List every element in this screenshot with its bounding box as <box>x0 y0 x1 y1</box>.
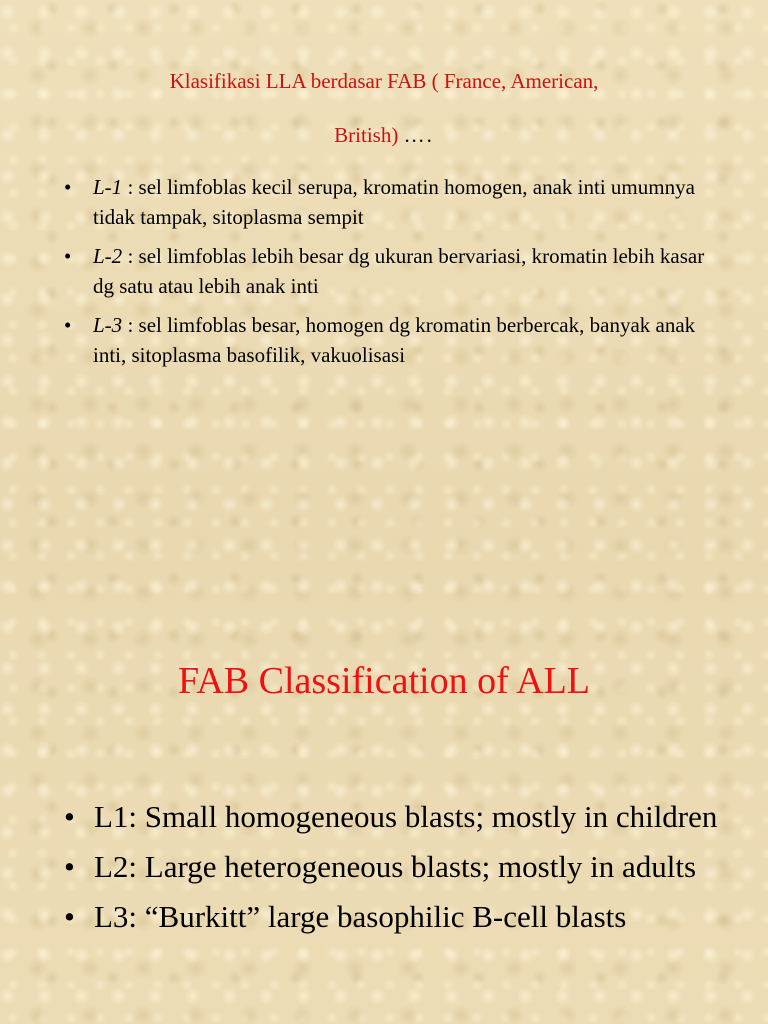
slide-title-indonesian <box>60 54 708 162</box>
bullet-icon: • <box>64 313 72 337</box>
slide-title-english: FAB Classification of ALL <box>178 660 590 702</box>
title-ellipsis: …. <box>403 123 434 147</box>
bullet-term: L-2 <box>93 244 123 268</box>
bullet-list-indonesian <box>64 172 714 379</box>
title-line-1: Klasifikasi LLA berdasar FAB ( France, American, <box>169 69 599 93</box>
bullet-text: L2: Large heterogeneous blasts; mostly in adults <box>94 849 697 884</box>
bullet-icon: • <box>64 899 75 934</box>
bullet-icon: • <box>64 175 72 199</box>
bullet-text: L1: Small homogeneous blasts; mostly in children <box>94 799 718 834</box>
bullet-term: L-1 <box>93 175 123 199</box>
list-item <box>64 797 724 837</box>
bullet-icon: • <box>64 849 75 884</box>
bullet-text: L3: “Burkitt” large basophilic B-cell blasts <box>94 899 627 934</box>
bullet-icon: • <box>64 799 75 834</box>
title-line-2: British) <box>334 123 399 147</box>
list-item <box>64 897 724 937</box>
bullet-text: : sel limfoblas kecil serupa, kromatin homogen, anak inti umumnya tidak tampak, sitoplasma sempit <box>93 175 695 229</box>
bullet-icon: • <box>64 244 72 268</box>
bullet-text: : sel limfoblas besar, homogen dg kromatin berbercak, banyak anak inti, sitoplasma basofilik, vakuolisasi <box>93 313 696 367</box>
bullet-term: L-3 <box>93 313 123 337</box>
bullet-text: : sel limfoblas lebih besar dg ukuran bervariasi, kromatin lebih kasar dg satu atau lebih anak inti <box>93 244 705 298</box>
list-item <box>64 847 724 887</box>
list-item <box>64 172 714 232</box>
slide-english <box>0 512 768 1024</box>
list-item <box>64 310 714 370</box>
list-item <box>64 241 714 301</box>
bullet-list-english <box>64 797 724 947</box>
